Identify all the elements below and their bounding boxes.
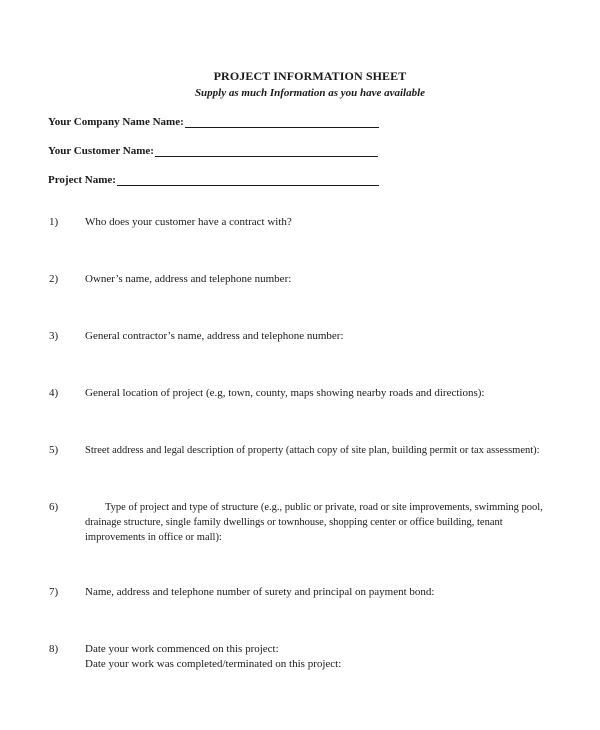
project-name-label: Project Name: [48,174,116,186]
question-text: General location of project (e.g, town, county, maps showing nearby roads and directions): [85,387,485,399]
company-name-field[interactable] [48,116,379,128]
question-number: 7) [49,586,59,598]
question-text: Who does your customer have a contract with? [85,216,292,228]
document-title: PROJECT INFORMATION SHEET [213,69,407,83]
company-name-line[interactable] [185,117,379,128]
company-name-label: Your Company Name Name: [48,116,184,128]
project-name-line[interactable] [117,175,379,186]
project-name-field[interactable] [48,174,379,186]
question-text: Date your work commenced on this project: Date your work was completed/terminated on this project: [85,643,342,670]
question-text: Name, address and telephone number of surety and principal on payment bond: [85,586,435,598]
question-text: Owner’s name, address and telephone number: [85,273,292,285]
question-number: 8) [49,643,59,655]
question-number: 2) [49,273,59,285]
customer-name-field[interactable] [48,145,378,157]
question-number: 4) [49,387,59,399]
question-text: Type of project and type of structure (e.g., public or private, road or site improvements, swimming pool, drainage structure, single family dwellings or townhouse, shopping center or office building, tenant improvements in office or mall): [85,502,543,543]
question-number: 5) [49,444,59,456]
customer-name-line[interactable] [155,146,378,157]
question-number: 1) [49,216,59,228]
question-text: General contractor’s name, address and telephone number: [85,330,344,342]
question-number: 6) [49,501,59,513]
question-number: 3) [49,330,59,342]
customer-name-label: Your Customer Name: [48,145,154,157]
document-subtitle: Supply as much Information as you have available [194,87,426,99]
question-text: Street address and legal description of property (attach copy of site plan, building permit or tax assessment): [85,445,540,456]
